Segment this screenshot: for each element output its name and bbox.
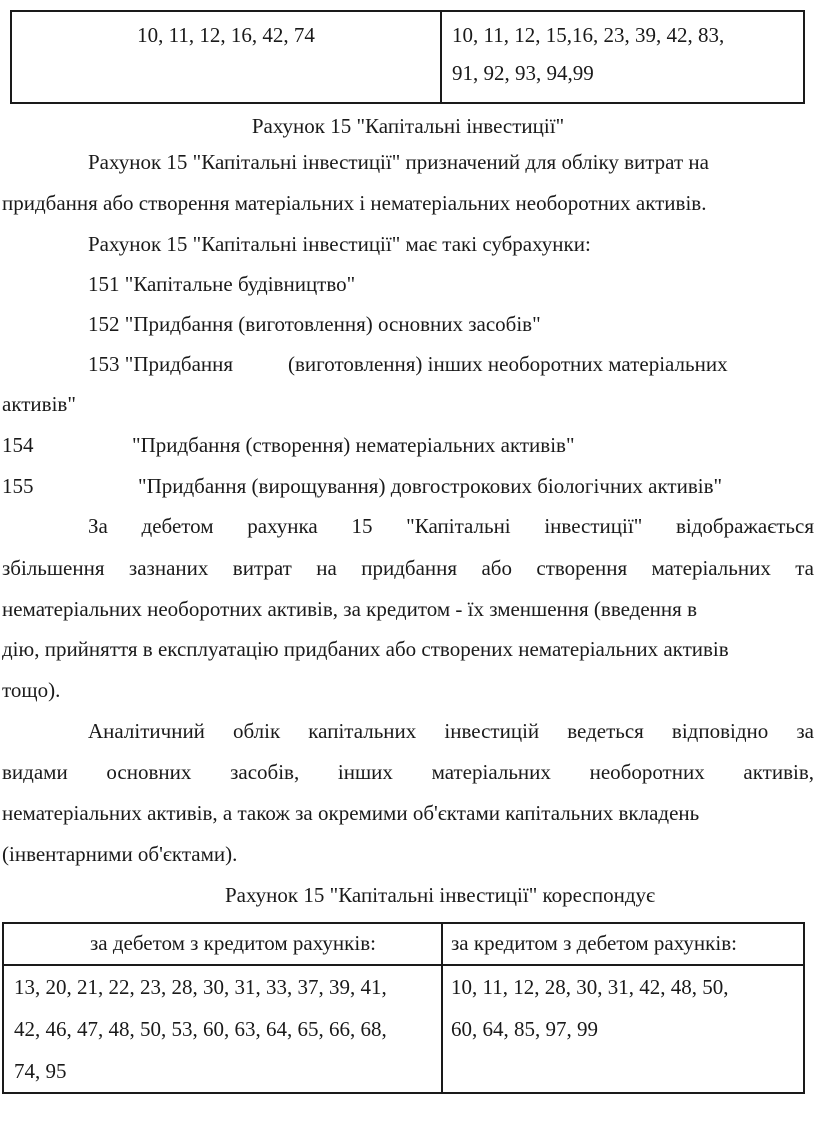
paragraph-line: нематеріальних активів, а також за окремими об'єктами капітальних вкладень bbox=[2, 801, 700, 825]
table-header-row bbox=[3, 923, 804, 965]
table-cell-text: 10, 11, 12, 16, 42, 74 bbox=[137, 23, 315, 47]
subaccount-154-text: "Придбання (створення) нематеріальних активів" bbox=[132, 433, 575, 457]
subaccount-153-line2: активів" bbox=[2, 392, 76, 416]
credit-accounts-line: 60, 64, 85, 97, 99 bbox=[451, 1017, 598, 1041]
header-credit-text: за кредитом з дебетом рахунків: bbox=[451, 931, 737, 955]
correspondence-table bbox=[2, 922, 805, 1094]
paragraph-line: нематеріальних необоротних активів, за кредитом - їх зменшення (введення в bbox=[2, 597, 697, 621]
paragraph-line: За дебетом рахунка 15 "Капітальні інвестиції" відображається bbox=[88, 514, 814, 538]
table-row bbox=[11, 11, 804, 103]
credit-accounts-line: 10, 11, 12, 28, 30, 31, 42, 48, 50, bbox=[451, 975, 729, 999]
header-credit bbox=[442, 923, 804, 965]
paragraph-line: Аналітичний облік капітальних інвестицій ведеться відповідно за bbox=[88, 719, 814, 743]
paragraph-line: придбання або створення матеріальних і нематеріальних необоротних активів. bbox=[2, 191, 707, 215]
subaccount-153-code: 153 "Придбання bbox=[88, 352, 234, 376]
paragraph-line: збільшення зазнаних витрат на придбання або створення матеріальних та bbox=[2, 556, 814, 580]
subaccount-152: 152 "Придбання (виготовлення) основних засобів" bbox=[88, 312, 541, 336]
header-debit bbox=[3, 923, 442, 965]
subaccounts-intro: Рахунок 15 "Капітальні інвестиції" має такі субрахунки: bbox=[88, 232, 591, 256]
subaccount-151: 151 "Капітальне будівництво" bbox=[88, 272, 356, 296]
table-cell-text: 10, 11, 12, 15,16, 23, 39, 42, 83, bbox=[452, 23, 725, 47]
credit-accounts-cell bbox=[442, 965, 804, 1093]
paragraph-line: (інвентарними об'єктами). bbox=[2, 842, 238, 866]
subaccount-155-text: "Придбання (вирощування) довгострокових біологічних активів" bbox=[138, 474, 723, 498]
debit-accounts-line: 42, 46, 47, 48, 50, 53, 60, 63, 64, 65, 66, 68, bbox=[14, 1017, 387, 1041]
paragraph-line: тощо). bbox=[2, 678, 61, 702]
header-debit-text: за дебетом з кредитом рахунків: bbox=[90, 931, 376, 955]
table-row bbox=[3, 965, 804, 1093]
section-heading: Рахунок 15 "Капітальні інвестиції" bbox=[251, 114, 565, 138]
debit-accounts-line: 74, 95 bbox=[14, 1059, 67, 1083]
table-cell-right bbox=[441, 11, 804, 103]
table-cell-text: 91, 92, 93, 94,99 bbox=[452, 61, 594, 85]
debit-accounts-cell bbox=[3, 965, 442, 1093]
table-cell-left bbox=[11, 11, 441, 103]
paragraph-line: видами основних засобів, інших матеріальних необоротних активів, bbox=[2, 760, 814, 784]
correspondence-heading: Рахунок 15 "Капітальні інвестиції" кореспондує bbox=[224, 883, 656, 907]
subaccount-153-text: (виготовлення) інших необоротних матеріальних bbox=[288, 352, 728, 376]
subaccount-155-code: 155 bbox=[2, 474, 34, 498]
paragraph-line: дію, прийняття в експлуатацію придбаних або створених нематеріальних активів bbox=[2, 637, 729, 661]
debit-accounts-line: 13, 20, 21, 22, 23, 28, 30, 31, 33, 37, 39, 41, bbox=[14, 975, 387, 999]
top-accounts-table bbox=[10, 10, 805, 104]
subaccount-154-code: 154 bbox=[2, 433, 34, 457]
paragraph-line: Рахунок 15 "Капітальні інвестиції" призначений для обліку витрат на bbox=[88, 150, 709, 174]
